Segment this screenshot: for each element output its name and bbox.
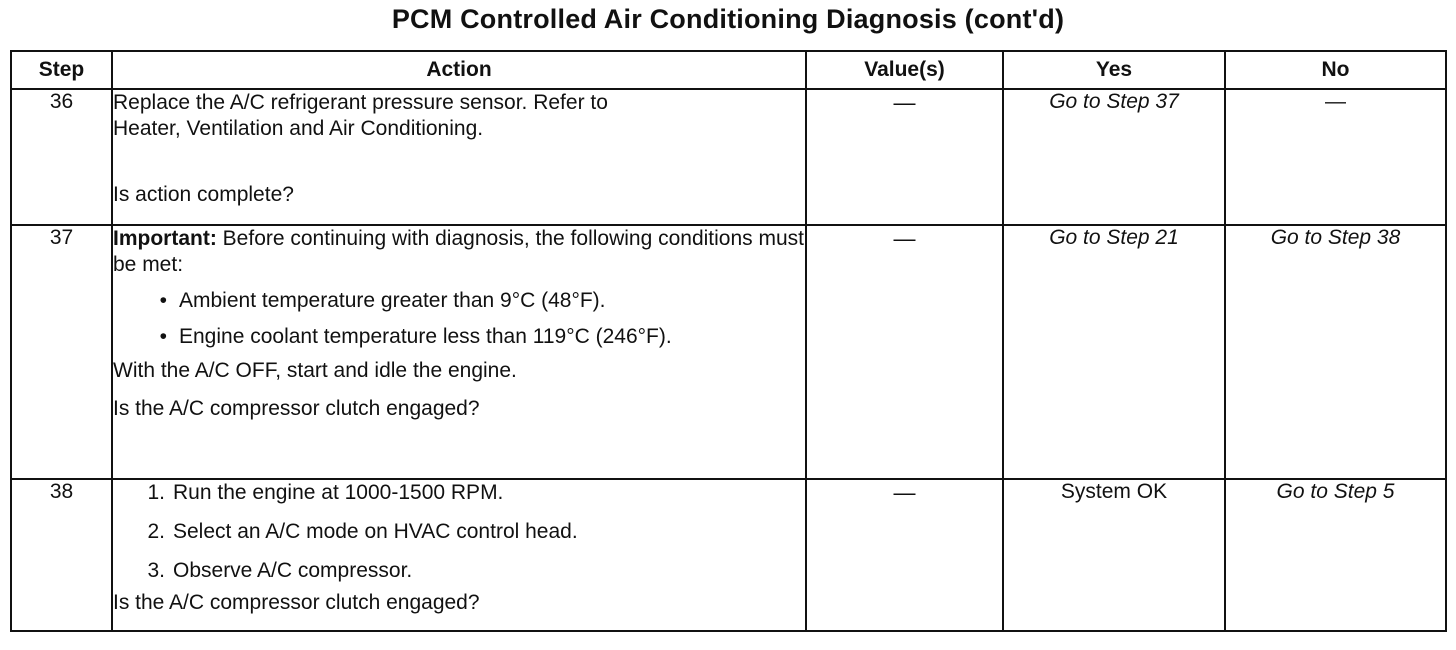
yes-cell [1003, 479, 1225, 631]
action-cell [112, 225, 806, 479]
column-header-yes: Yes [1003, 51, 1225, 89]
column-header-action: Action [112, 51, 806, 89]
diagnosis-table [10, 50, 1447, 632]
yes-cell [1003, 225, 1225, 479]
value-cell [806, 89, 1003, 225]
list-number: 1. [147, 481, 165, 504]
no-cell [1225, 479, 1446, 631]
value-dash: — [893, 480, 916, 505]
table-row-step-38 [11, 479, 1446, 631]
action-text: Replace the A/C refrigerant pressure sensor. Refer to [113, 91, 608, 114]
page-title: PCM Controlled Air Conditioning Diagnosis (cont'd) [391, 4, 1065, 34]
value-dash: — [893, 90, 916, 115]
list-item [113, 519, 805, 545]
yes-goto-link[interactable]: Go to Step 37 [1049, 90, 1179, 113]
list-number: 3. [147, 559, 165, 582]
value-dash: — [893, 226, 916, 251]
yes-cell [1003, 89, 1225, 225]
table-header-row [11, 51, 1446, 89]
bullet-text: Engine coolant temperature less than 119°C (246°F). [179, 325, 672, 348]
no-cell [1225, 225, 1446, 479]
bullet-icon: • [159, 289, 167, 312]
no-dash: — [1325, 90, 1346, 113]
list-item [113, 288, 805, 314]
step-number: 38 [11, 479, 112, 631]
important-text: Before continuing with diagnosis, the following conditions must be met: [113, 227, 805, 276]
list-item [113, 480, 805, 506]
action-instruction: With the A/C OFF, start and idle the engine. [113, 359, 517, 382]
table-row-step-37 [11, 225, 1446, 479]
column-header-no: No [1225, 51, 1446, 89]
list-text: Select an A/C mode on HVAC control head. [173, 520, 578, 543]
action-text: Heater, Ventilation and Air Conditioning. [113, 117, 484, 140]
no-goto-link[interactable]: Go to Step 5 [1276, 480, 1395, 503]
column-header-step: Step [11, 51, 112, 89]
list-text: Run the engine at 1000-1500 RPM. [173, 481, 504, 504]
action-question: Is the A/C compressor clutch engaged? [113, 591, 480, 614]
bullet-icon: • [159, 325, 167, 348]
step-number: 37 [11, 225, 112, 479]
step-number: 36 [11, 89, 112, 225]
yes-result-text: System OK [1060, 480, 1168, 503]
list-item [113, 558, 805, 584]
list-number: 2. [147, 520, 165, 543]
list-item [113, 324, 805, 350]
action-cell [112, 89, 806, 225]
important-label: Important: [113, 227, 217, 250]
yes-goto-link[interactable]: Go to Step 21 [1049, 226, 1179, 249]
important-note [113, 226, 805, 278]
table-row-step-36 [11, 89, 1446, 225]
column-header-value: Value(s) [806, 51, 1003, 89]
no-goto-link[interactable]: Go to Step 38 [1270, 226, 1401, 249]
bullet-text: Ambient temperature greater than 9°C (48°F). [179, 289, 606, 312]
action-cell [112, 479, 806, 631]
value-cell [806, 479, 1003, 631]
no-cell [1225, 89, 1446, 225]
list-text: Observe A/C compressor. [173, 559, 413, 582]
action-question: Is action complete? [113, 183, 294, 206]
value-cell [806, 225, 1003, 479]
action-question: Is the A/C compressor clutch engaged? [113, 397, 480, 420]
